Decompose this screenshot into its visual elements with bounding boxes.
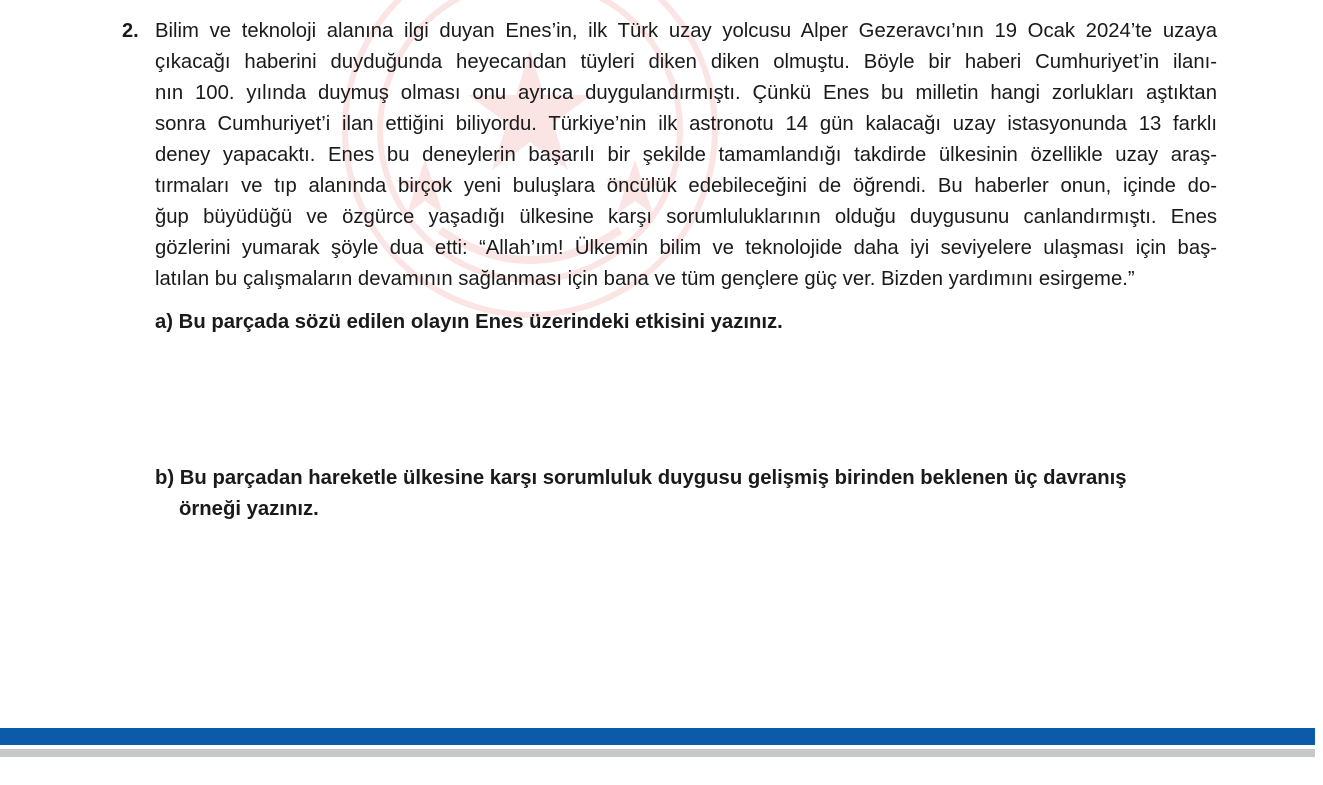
sub-question-b [155, 463, 1127, 525]
passage-line: Bilim ve teknoloji alanına ilgi duyan Enes’in, ilk Türk uzay yolcusu Alper Gezeravcı’nın 19 Ocak 2024’te uzaya [155, 20, 1217, 42]
sub-question-a: a) Bu parçada sözü edilen olayın Enes üzerindeki etkisini yazınız. [155, 311, 783, 333]
footer-blue-bar [0, 728, 1315, 745]
passage-line: nın 100. yılında duymuş olması onu ayrıca duygulandırmıştı. Çünkü Enes bu milletin hangi zorlukları aştıktan [155, 82, 1217, 104]
question-passage [155, 16, 1217, 295]
question-number: 2. [122, 20, 139, 42]
passage-line: çıkacağı haberini duyduğunda heyecandan tüyleri diken diken olmuştu. Böyle bir haberi Cumhuriyet’in ilanı- [155, 51, 1217, 73]
passage-line: ğup büyüdüğü ve özgürce yaşadığı ülkesine karşı sorumluluklarının olduğu duygusunu canlandırmıştı. Enes [155, 206, 1217, 228]
sub-question-b-line2: örneği yazınız. [179, 498, 319, 520]
sub-question-b-line1: b) Bu parçadan hareketle ülkesine karşı sorumluluk duygusu gelişmiş birinden beklenen üç davranış [155, 467, 1127, 489]
passage-line: sonra Cumhuriyet’i ilan ettiğini biliyordu. Türkiye’nin ilk astronotu 14 gün kalacağı uzay istasyonunda 13 farklı [155, 113, 1217, 135]
passage-line: latılan bu çalışmaların devamının sağlanması için bana ve tüm gençlere güç ver. Bizden yardımını esirgeme.” [155, 268, 1135, 290]
passage-line: deney yapacaktı. Enes bu deneylerin başarılı bir şekilde tamamlandığı takdirde ülkesinin özellikle uzay araş- [155, 144, 1217, 166]
passage-line: gözlerini yumarak şöyle dua etti: “Allah’ım! Ülkemin bilim ve teknolojide daha iyi seviyelere ulaşması için baş- [155, 237, 1217, 259]
footer-gray-bar [0, 749, 1315, 757]
passage-line: tırmaları ve tıp alanında birçok yeni buluşlara öncülük edebileceğini de öğrendi. Bu haberler onun, içinde do- [155, 175, 1217, 197]
